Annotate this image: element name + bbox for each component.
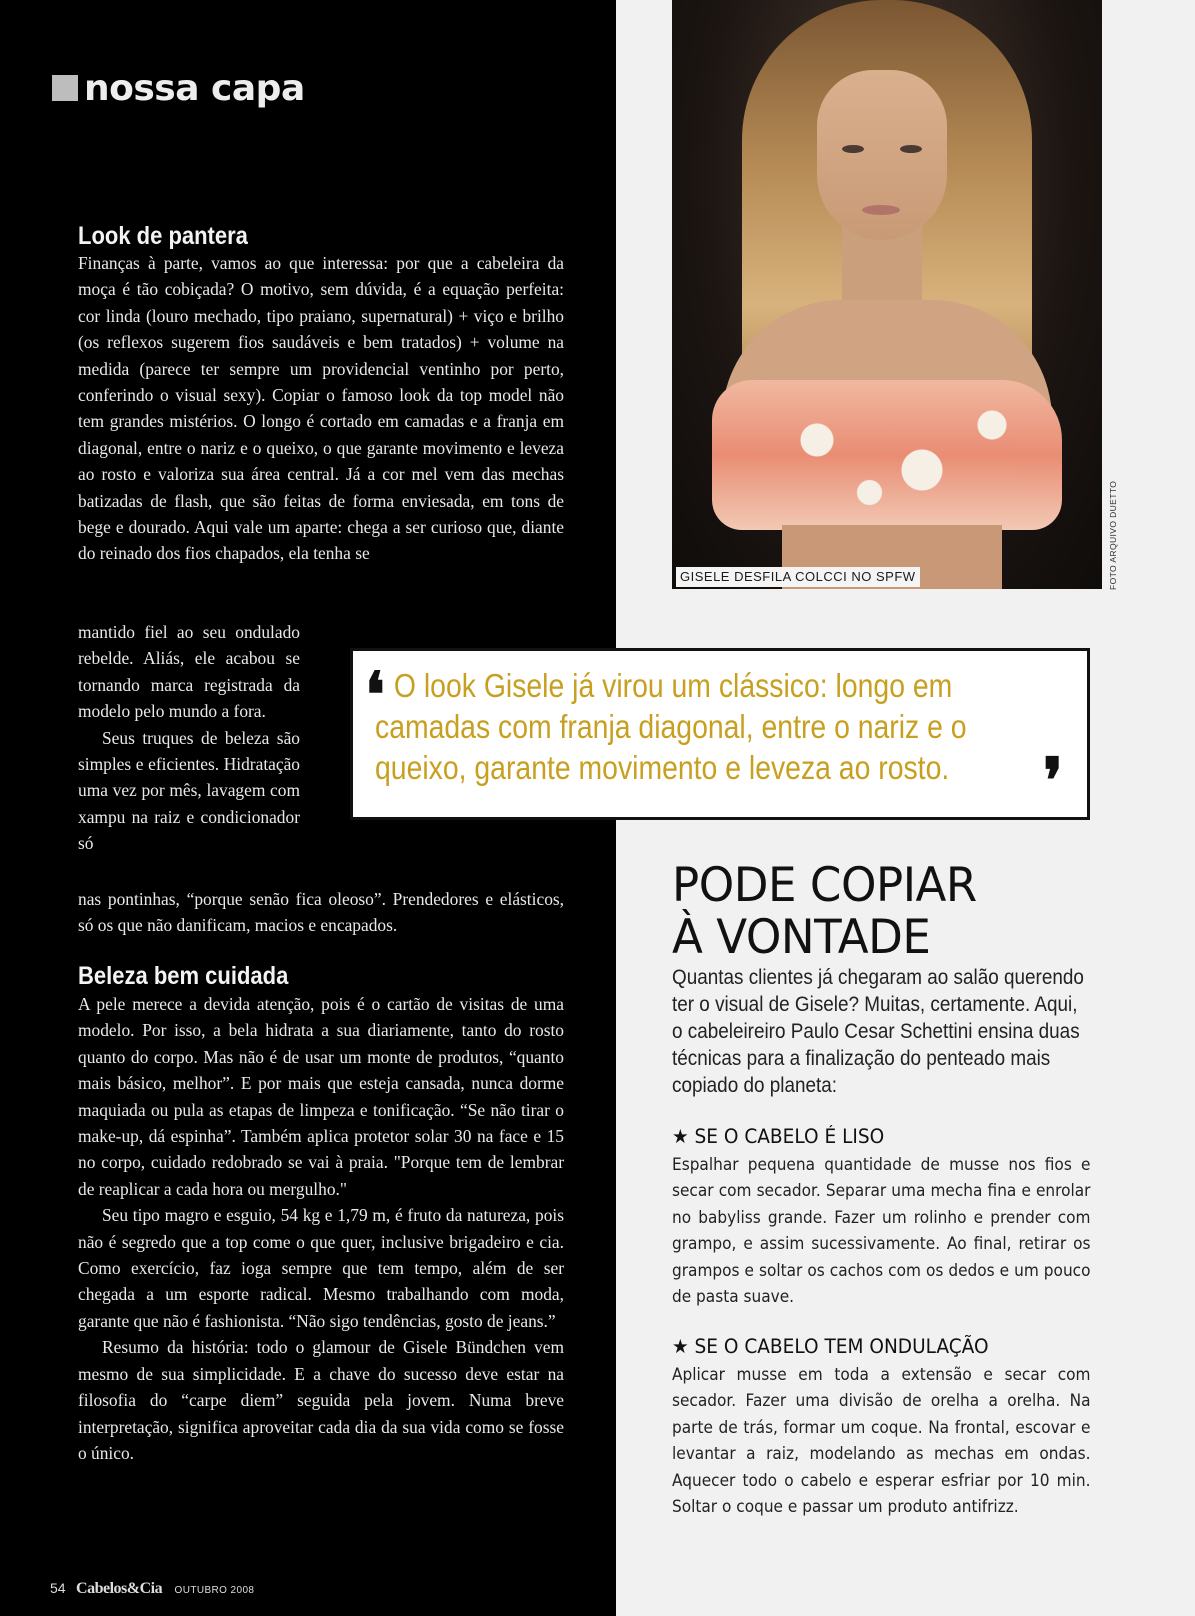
pull-quote-text: O look Gisele já virou um clássico: longo em camadas com franja diagonal, entre o nariz e o queixo, garante movimento e leveza ao rosto. xyxy=(375,667,967,786)
tip-2-text: Aplicar musse em toda a extensão e secar com secador. Fazer uma divisão de orelha a orelha. Na parte de trás, formar um coque. Na frontal, escovar e levantar a raiz, modelando as mechas em ondas. Aquecer todo o cabelo e esperar esfriar por 10 min. Soltar o coque e passar um produto antifrizz. xyxy=(672,1365,1091,1517)
issue-date: OUTUBRO 2008 xyxy=(174,1585,255,1596)
article-paragraph-2-continued: nas pontinhas, “porque senão fica oleoso”. Prendedores e elásticos, só os que não danificam, macios e encapados. xyxy=(78,889,564,936)
article-paragraph-1-continued: mantido fiel ao seu ondulado rebelde. Aliás, ele acabou se tornando marca registrada da modelo pelo mundo a fora. Seus truques de beleza são simples e eficientes. Hidratação uma vez por mês, lavagem com xampu na raiz e condicionador só xyxy=(78,622,300,854)
photo-credit: FOTO ARQUIVO DUETTO xyxy=(1108,480,1118,590)
article-body-2: A pele merece a devida atenção, pois é o cartão de visitas de uma modelo. Por isso, a bela hidrata a sua diariamente, tanto do rosto quanto do corpo. Mas não é de usar um monte de produtos, “quanto mais básico, melhor”. E por mais que esteja cansada, nunca dorme maquiada ou pula as etapas de limpeza e tonificação. “Se não tirar o make-up, dá espinha”. Também aplica protetor solar 30 na face e 15 no corpo, cuidado redobrado se vai à praia. "Porque tem de lembrar de reaplicar a cada hora ou mergulho." Seu tipo magro e esguio, 54 kg e 1,79 m, é fruto da natureza, pois não é segredo que a top come o que quer, inclusive brigadeiro e cia. Como exercício, faz ioga sempre que tem tempo, além de ser chegada a um esporte radical. Mesmo trabalhando com moda, garante que não é fashionista. “Não sigo tendências, gosto de jeans.” Resumo da história: todo o glamour de Gisele Bündchen vem mesmo de sua simplicidade. E a chave do sucesso deve estar na filosofia do “carpe diem” seguida pela jovem. Numa breve interpretação, significa aproveitar cada dia da sua vida como se fosse o único. xyxy=(78,994,564,1463)
heading-beleza-bem-cuidada: Beleza bem cuidada xyxy=(78,962,289,990)
photo-floral-top xyxy=(712,380,1062,530)
tip-2-title: ★ SE O CABELO TEM ONDULAÇÃO xyxy=(672,1335,989,1358)
photo-eye-right xyxy=(900,145,922,153)
section-label: nossa capa xyxy=(52,66,305,112)
close-quote-icon: ❜ xyxy=(1043,744,1063,817)
cover-model-photo xyxy=(672,0,1102,589)
page-number: 54 xyxy=(50,1580,66,1596)
open-quote-icon: ❛ xyxy=(365,658,385,731)
pull-quote xyxy=(350,648,1090,820)
photo-lips xyxy=(862,205,900,215)
photo-caption: GISELE DESFILA COLCCI NO SPFW xyxy=(676,567,920,587)
magazine-logo: Cabelos&Cia xyxy=(76,1580,163,1597)
heading-look-de-pantera: Look de pantera xyxy=(78,222,248,250)
photo-eye-left xyxy=(842,145,864,153)
tip-1-text: Espalhar pequena quantidade de musse nos fios e secar com secador. Separar uma mecha fina e enrolar no babyliss grande. Fazer um rolinho e prender com grampo, e assim sucessivamente. Ao final, retirar os grampos e soltar os cachos com os dedos e um pouco de pasta suave. xyxy=(672,1155,1091,1307)
sidebar-intro: Quantas clientes já chegaram ao salão querendo ter o visual de Gisele? Muitas, certamente. Aqui, o cabeleireiro Paulo Cesar Schettini ensina duas técnicas para a finalização do penteado mais copiado do planeta: xyxy=(672,966,1084,1097)
tip-1-title: ★ SE O CABELO É LISO xyxy=(672,1125,885,1148)
article-paragraph-1: Finanças à parte, vamos ao que interessa: por que a cabeleira da moça é tão cobiçada? O motivo, sem dúvida, é a equação perfeita: cor linda (louro mechado, tipo praiano, supernatural) + viço e brilho (os reflexos sugerem fios saudáveis e bem tratados) + volume na medida (parece ter sempre um providencial ventinho por perto, conferindo o visual sexy). Copiar o famoso look da top model não tem grandes mistérios. O longo é cortado em camadas e a franja em diagonal, entre o nariz e o queixo, o que garante movimento e leveza ao rosto e valoriza sua área central. Já a cor mel vem das mechas batizadas de flash, que são feitas de forma enviesada, em tons de bege e dourado. Aqui vale um aparte: chega a ser curioso que, diante do reinado dos fios chapados, ela tenha se xyxy=(78,253,564,564)
section-square-icon xyxy=(52,75,78,101)
page-footer xyxy=(50,1580,254,1598)
sidebar-title: PODE COPIAR À VONTADE xyxy=(672,858,977,965)
